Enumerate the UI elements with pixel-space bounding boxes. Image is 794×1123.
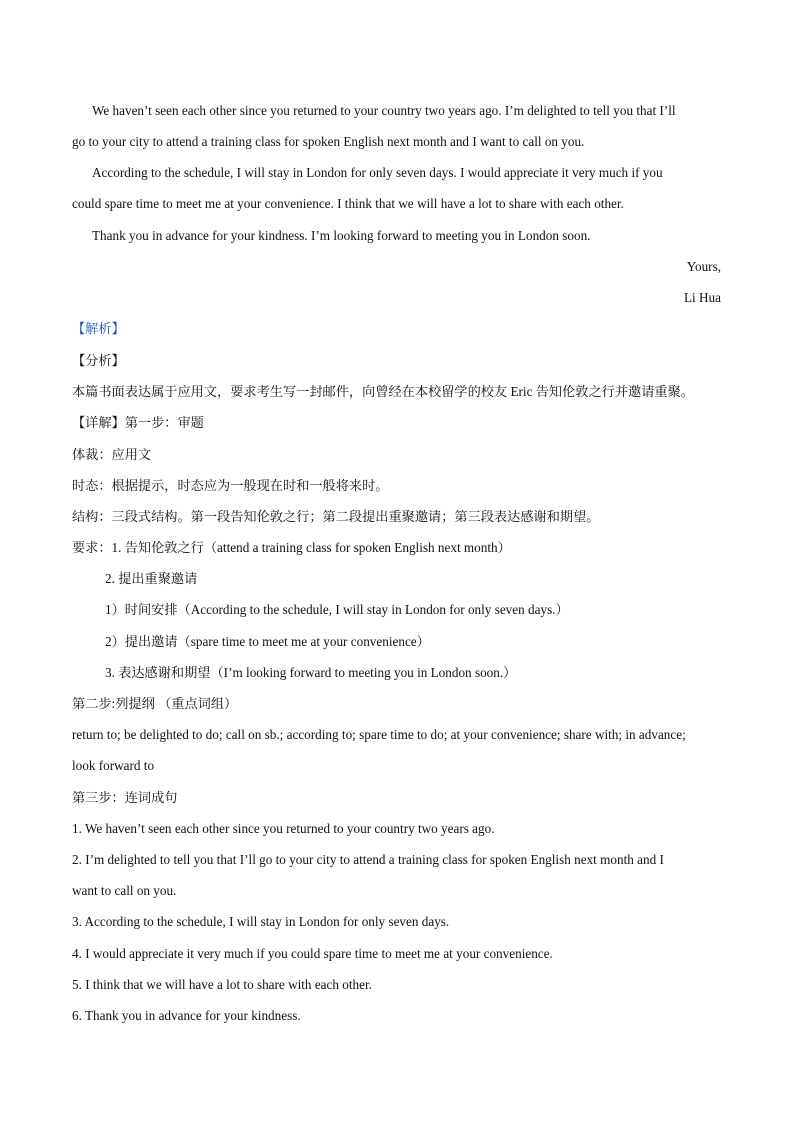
sentence-6: 6. Thank you in advance for your kindness. xyxy=(72,1008,301,1023)
genre-line: 体裁：应用文 xyxy=(72,447,152,462)
step-2-heading: 第二步:列提纲 （重点词组） xyxy=(72,696,238,711)
step-3-heading: 第三步：连词成句 xyxy=(72,790,178,805)
letter-closing: Yours, xyxy=(686,259,721,274)
tense-line: 时态：根据提示，时态应为一般现在时和一般将来时。 xyxy=(72,478,389,493)
letter-paragraph-1-line-2: go to your city to attend a training class for spoken English next month and I want to call on you. xyxy=(72,134,585,149)
step-1-heading: 【详解】第一步：审题 xyxy=(72,415,204,430)
requirement-2-sub-2: 2）提出邀请（spare time to meet me at your convenience） xyxy=(105,634,430,649)
sentence-4: 4. I would appreciate it very much if you could spare time to meet me at your convenience. xyxy=(72,946,553,961)
sentence-1: 1. We haven’t seen each other since you returned to your country two years ago. xyxy=(72,821,495,836)
requirement-2-sub-1: 1）时间安排（According to the schedule, I will stay in London for only seven days.） xyxy=(105,602,569,617)
letter-paragraph-2-line-2: could spare time to meet me at your convenience. I think that we will have a lot to share with each other. xyxy=(72,196,624,211)
requirement-2: 2. 提出重聚邀请 xyxy=(105,571,198,586)
phrases-line-2: look forward to xyxy=(72,758,155,773)
sentence-2-line-2: want to call on you. xyxy=(72,883,177,898)
phrases-line-1: return to; be delighted to do; call on sb.; according to; spare time to do; at your convenience; share with; in advance; xyxy=(72,727,686,742)
analysis-heading: 【解析】 xyxy=(72,321,125,336)
sentence-2-line-1: 2. I’m delighted to tell you that I’ll go to your city to attend a training class for spoken English next month and I xyxy=(72,852,664,867)
letter-paragraph-3: Thank you in advance for your kindness. I’m looking forward to meeting you in London soon. xyxy=(92,228,591,243)
sentence-5: 5. I think that we will have a lot to share with each other. xyxy=(72,977,372,992)
fenxi-heading: 【分析】 xyxy=(72,353,125,368)
letter-paragraph-2-line-1: According to the schedule, I will stay in London for only seven days. I would appreciate it very much if you xyxy=(92,165,663,180)
letter-paragraph-1-line-1: We haven’t seen each other since you returned to your country two years ago. I’m delighted to tell you that I’ll xyxy=(92,103,676,118)
letter-signature: Li Hua xyxy=(684,290,721,305)
requirement-3: 3. 表达感谢和期望（I’m looking forward to meeting you in London soon.） xyxy=(105,665,517,680)
analysis-summary: 本篇书面表达属于应用文，要求考生写一封邮件，向曾经在本校留学的校友 Eric 告知伦敦之行并邀请重聚。 xyxy=(72,384,694,399)
requirement-1: 要求：1. 告知伦敦之行（attend a training class for spoken English next month） xyxy=(72,540,511,555)
structure-line: 结构：三段式结构。第一段告知伦敦之行；第二段提出重聚邀请；第三段表达感谢和期望。 xyxy=(72,509,600,524)
sentence-3: 3. According to the schedule, I will stay in London for only seven days. xyxy=(72,914,450,929)
